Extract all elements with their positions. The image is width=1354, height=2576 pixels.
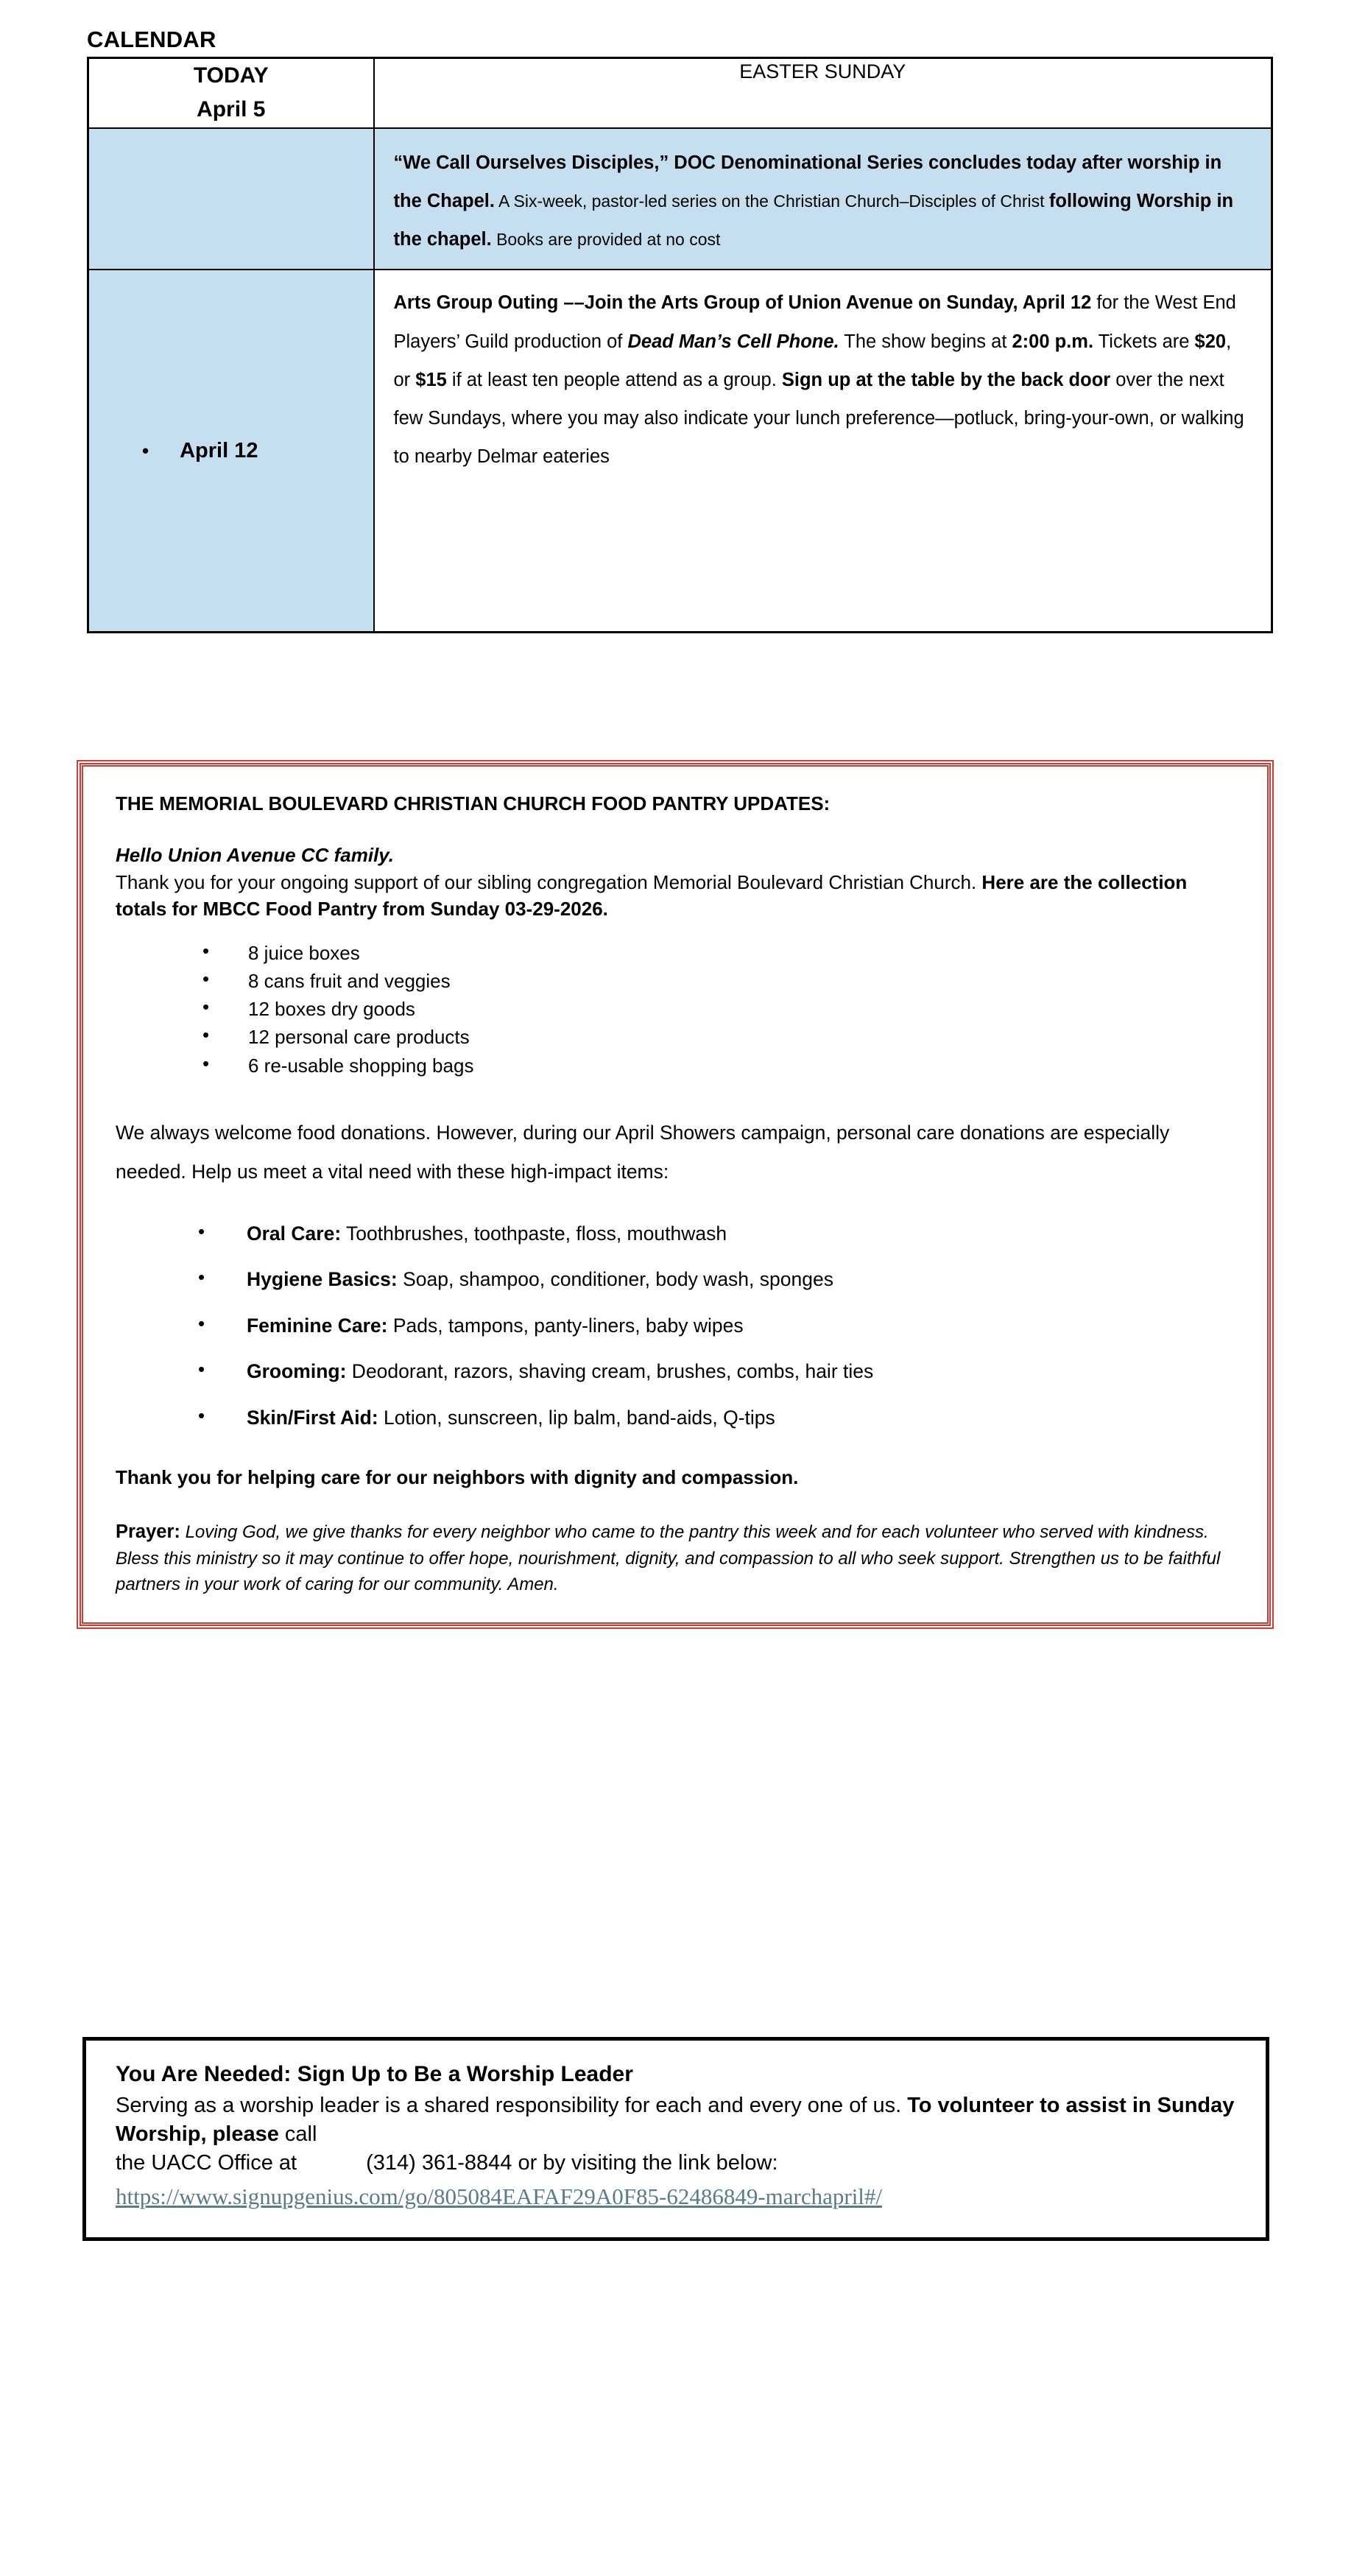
calendar-section-title: CALENDAR	[87, 27, 216, 52]
arts-signup-bold: Sign up at the table by the back door	[781, 369, 1111, 390]
disciples-announcement	[375, 129, 1272, 270]
worship-link-prefix: or by visiting the link below:	[512, 2150, 778, 2175]
arts-normal-4: , or	[393, 331, 1232, 390]
pantry-heading: THE MEMORIAL BOULEVARD CHRISTIAN CHURCH FOOD PANTRY UPDATES:	[116, 792, 831, 814]
calendar-today-date: April 5	[197, 97, 266, 122]
calendar-today-cell	[88, 57, 374, 128]
pantry-greeting: Hello Union Avenue CC family.	[116, 843, 395, 866]
list-item	[198, 1313, 1235, 1338]
calendar-row-arts-date-cell	[88, 270, 374, 633]
need-category-items: Lotion, sunscreen, lip balm, band-aids, Q-tips	[378, 1406, 775, 1429]
disciples-bold-2: following Worship in the chapel.	[393, 190, 1234, 250]
prayer-text: Loving God, we give thanks for every neighbor who came to the pantry this week and for each volunteer who served with kindness. Bless this ministry so it may continue to offer hope, nourishment, dignity, and compassion to all who seek support. Strengthen us to be faithful partners in your work of caring for our community. Amen.	[116, 1521, 1221, 1595]
need-category-label: Grooming:	[247, 1360, 347, 1383]
calendar-header-row	[88, 57, 1272, 128]
calendar-row-disciples-date-cell	[88, 128, 374, 270]
list-item	[198, 1405, 1235, 1430]
disciples-normal-2: Books are provided at no cost	[491, 230, 721, 250]
calendar-section	[87, 28, 1272, 633]
need-category-label: Oral Care:	[247, 1222, 342, 1245]
arts-normal-2: The show begins at	[839, 331, 1012, 352]
worship-leader-body	[116, 2091, 1236, 2178]
worship-office-prefix: the UACC Office at	[116, 2150, 303, 2175]
arts-normal-3: Tickets are	[1093, 331, 1195, 352]
calendar-arts-date-wrap	[89, 270, 373, 631]
signup-genius-link[interactable]: https://www.signupgenius.com/go/805084EAFAF29A0F85-62486849-marchapril#/	[116, 2183, 883, 2209]
worship-line-1: Serving as a worship leader is a shared responsibility for each and every one of us.	[116, 2094, 908, 2117]
need-category-label: Skin/First Aid:	[247, 1406, 378, 1429]
list-item	[198, 1267, 1235, 1292]
worship-leader-panel	[82, 2037, 1269, 2241]
calendar-row-arts-body-cell	[374, 270, 1272, 633]
pantry-campaign-paragraph: We always welcome food donations. However, during our April Showers campaign, personal care donations are especially needed. Help us meet a vital need with these high-impact items:	[116, 1121, 1170, 1183]
worship-volunteer-bold: To volunteer to assist in Sunday Worship, please	[116, 2094, 1235, 2146]
pantry-prayer	[116, 1518, 1235, 1597]
pantry-thanks-normal: Thank you for your ongoing support of our sibling congregation Memorial Boulevard Christian Church.	[116, 871, 982, 893]
arts-normal-5: if at least ten people attend as a group.	[446, 369, 782, 390]
list-item: • 12 boxes dry goods	[202, 995, 1235, 1023]
need-category-items: Pads, tampons, panty-liners, baby wipes	[387, 1314, 744, 1337]
list-item: • 8 cans fruit and veggies	[202, 967, 1235, 995]
need-category-label: Feminine Care:	[247, 1314, 388, 1337]
pantry-closing-thanks: Thank you for helping care for our neighbors with dignity and compassion.	[116, 1466, 799, 1489]
list-item: • 12 personal care products	[202, 1023, 1235, 1051]
food-pantry-panel	[80, 763, 1271, 1626]
arts-showtime: 2:00 p.m.	[1012, 331, 1094, 352]
arts-price-group: $15	[415, 369, 447, 390]
need-category-items: Soap, shampoo, conditioner, body wash, sponges	[397, 1268, 833, 1291]
worship-leader-title: You Are Needed: Sign Up to Be a Worship Leader	[116, 2062, 633, 2086]
list-item	[198, 1359, 1235, 1384]
list-item	[198, 1221, 1235, 1246]
calendar-row-disciples-body-cell	[374, 128, 1272, 270]
need-category-items: Toothbrushes, toothpaste, floss, mouthwash	[341, 1222, 727, 1245]
arts-group-announcement	[375, 270, 1272, 492]
prayer-label: Prayer:	[116, 1521, 180, 1542]
arts-normal-1: for the West End Players’ Guild production of	[393, 292, 1236, 352]
arts-play-title: Dead Man’s Cell Phone.	[627, 331, 839, 352]
list-item: • 8 juice boxes	[202, 939, 1235, 967]
calendar-occasion-cell	[374, 57, 1272, 128]
arts-bold-lead: Arts Group Outing ––Join the Arts Group of Union Avenue on Sunday, April 12	[393, 292, 1092, 314]
list-item: • 6 re-usable shopping bags	[202, 1052, 1235, 1080]
arts-price-full: $20	[1194, 331, 1227, 352]
need-category-items: Deodorant, razors, shaving cream, brushes, combs, hair ties	[346, 1360, 874, 1383]
need-category-label: Hygiene Basics:	[247, 1268, 398, 1291]
calendar-today-label: TODAY	[193, 63, 269, 88]
disciples-normal-1: A Six-week, pastor-led series on the Christian Church–Disciples of Christ	[494, 191, 1049, 211]
disciples-bold-lead: “We Call Ourselves Disciples,” DOC Denominational Series concludes today after worship in the Chapel.	[393, 152, 1222, 211]
calendar-row-arts-group	[88, 270, 1272, 633]
calendar-occasion-label: EASTER SUNDAY	[739, 60, 906, 82]
calendar-table	[87, 57, 1273, 634]
pantry-needed-items-list	[116, 1221, 1235, 1430]
calendar-row-disciples	[88, 128, 1272, 270]
pantry-collection-totals-list	[116, 939, 1235, 1080]
pantry-thanks-bold: Here are the collection totals for MBCC Food Pantry from Sunday 03-29-2026.	[116, 871, 1188, 920]
bullet-icon: •	[142, 440, 149, 462]
pantry-thanks-paragraph	[116, 870, 1235, 923]
arts-normal-6: over the next few Sundays, where you may also indicate your lunch preference—potluck, bring-your-own, or walking to nearby Delmar eateries	[393, 369, 1244, 468]
worship-phone-number: (314) 361-8844	[366, 2150, 512, 2175]
calendar-arts-date-label: April 12	[180, 438, 258, 462]
worship-call-word: call	[284, 2122, 317, 2146]
